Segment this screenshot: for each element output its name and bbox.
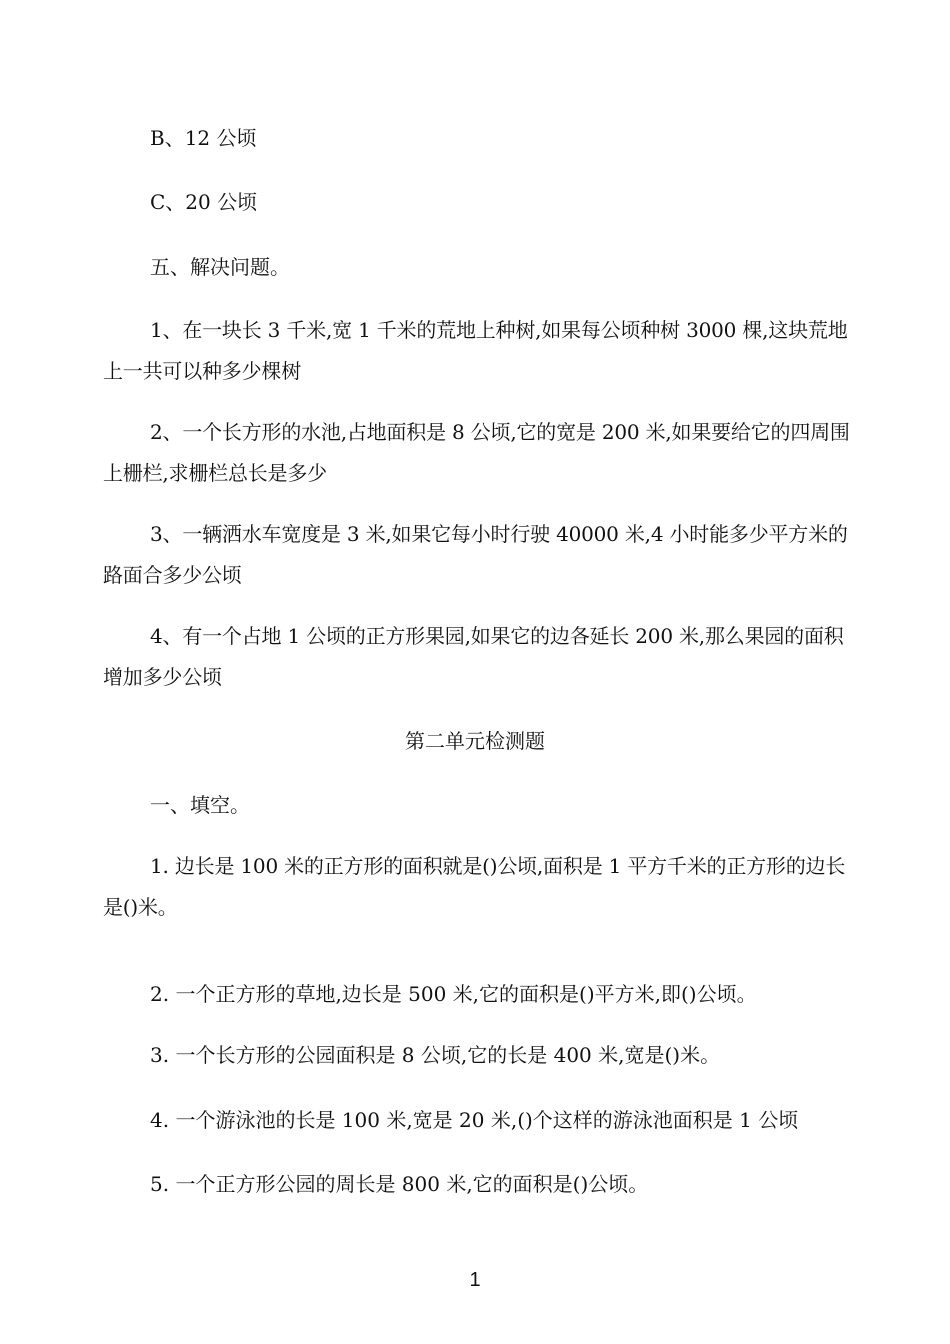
fill-blank-5: 5. 一个正方形公园的周长是 800 米,它的面积是()公顷。 (150, 1172, 649, 1196)
page-number: 1 (469, 1269, 481, 1291)
fill-blank-4: 4. 一个游泳池的长是 100 米,宽是 20 米,()个这样的游泳池面积是 1 公顷 (150, 1108, 799, 1132)
fill-blank-2: 2. 一个正方形的草地,边长是 500 米,它的面积是()平方米,即()公顷。 (150, 982, 757, 1006)
unit-2-title: 第二单元检测题 (405, 729, 545, 753)
problem-3: 3、一辆洒水车宽度是 3 米,如果它每小时行驶 40000 米,4 小时能多少平方米的路面合多少公顷 (103, 522, 848, 587)
section-1-heading: 一、填空。 (150, 793, 250, 817)
fill-blank-3: 3. 一个长方形的公园面积是 8 公顷,它的长是 400 米,宽是()米。 (150, 1043, 721, 1067)
problem-2: 2、一个长方形的水池,占地面积是 8 公顷,它的宽是 200 米,如果要给它的四周围上栅栏,求栅栏总长是多少 (103, 420, 850, 485)
problem-1: 1、在一块长 3 千米,宽 1 千米的荒地上种树,如果每公顷种树 3000 棵,这块荒地上一共可以种多少棵树 (103, 318, 848, 383)
option-b: B、12 公顷 (150, 126, 257, 150)
fill-blank-1: 1. 边长是 100 米的正方形的面积就是()公顷,面积是 1 平方千米的正方形的边长是()米。 (103, 854, 846, 919)
section-5-heading: 五、解决问题。 (150, 255, 290, 279)
option-c: C、20 公顷 (150, 190, 258, 214)
problem-4: 4、有一个占地 1 公顷的正方形果园,如果它的边各延长 200 米,那么果园的面积增加多少公顷 (103, 624, 844, 689)
